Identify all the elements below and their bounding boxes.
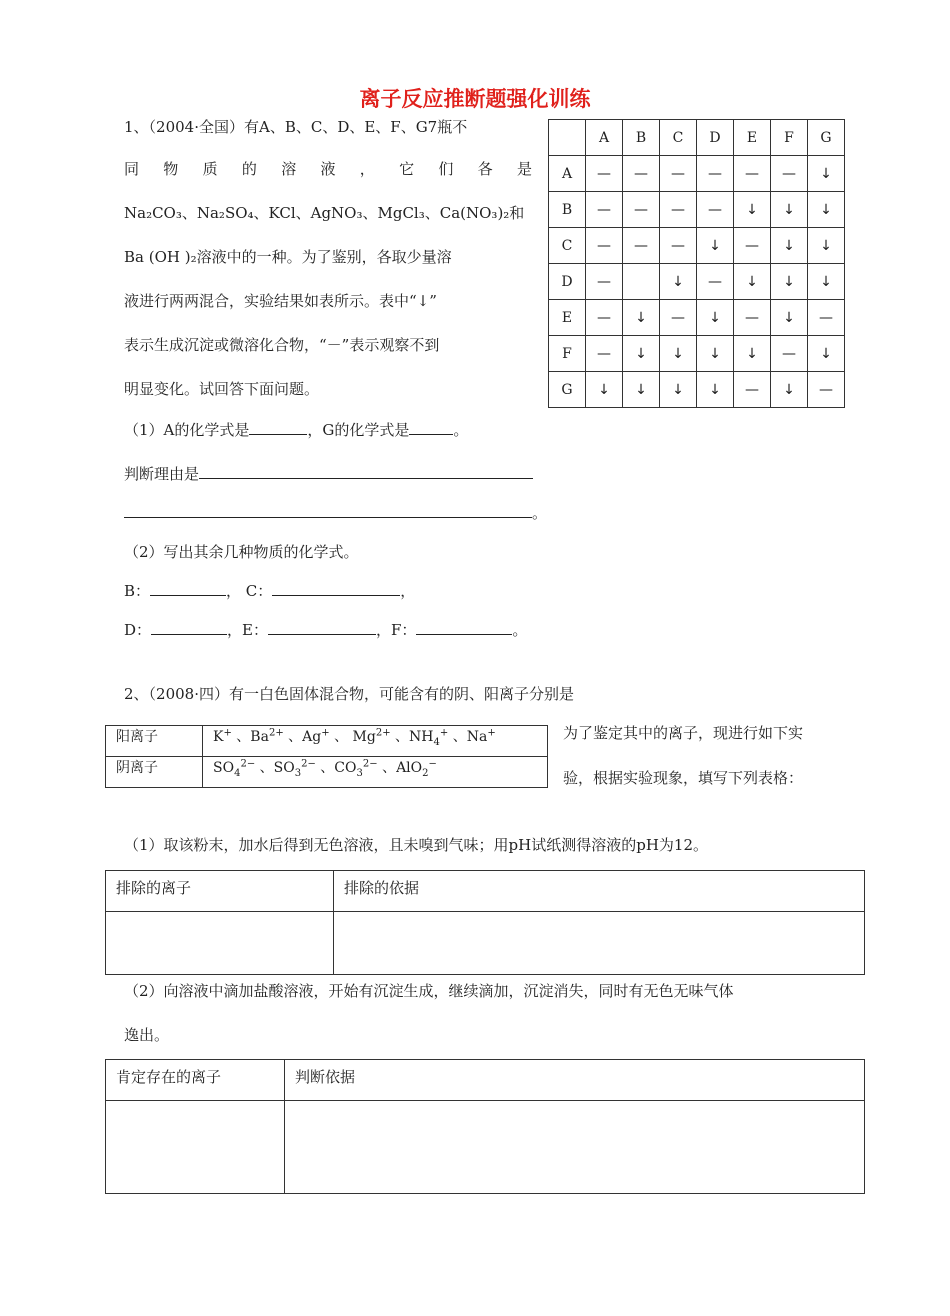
grid-col-header: E [734,120,771,156]
grid-row [549,264,845,300]
grid-cell: — [808,300,845,336]
answer-a-blank[interactable] [249,419,307,435]
grid-cell: ↓ [734,264,771,300]
grid-cell: — [697,264,734,300]
grid-cell: — [623,192,660,228]
grid-col-header: B [623,120,660,156]
q1-intro-line7: 明显变化。试回答下面问题。 [124,380,320,398]
grid-row [549,300,845,336]
grid-cell: ↓ [771,228,808,264]
c-label: ， C： [226,582,273,600]
q1-intro-line2-char: 溶 [281,160,297,178]
exclusion-header-row [106,871,865,912]
q1-intro-line5: 液进行两两混合，实验结果如表所示。表中“↓” [124,292,437,310]
q1-reason-cont [124,502,547,523]
ion-table [105,725,548,788]
confirmation-basis-header: 判断依据 [285,1060,865,1101]
grid-cell: ↓ [623,300,660,336]
anion-values: $SO_4^{2-}$ 、$SO_3^{2-}$ 、$CO_3^{2-}$ 、AlO$_2$− [203,757,548,788]
grid-cell: — [623,156,660,192]
grid-cell: ↓ [808,156,845,192]
excluded-ions-header: 排除的离子 [106,871,334,912]
confirmed-ions-header: 肯定存在的离子 [106,1060,285,1101]
q1-intro-line2-char: 质 [202,160,218,178]
grid-cell: — [586,336,623,372]
d-label: D： [124,621,152,639]
grid-cell: — [623,228,660,264]
e-label: ，E： [227,621,268,639]
grid-cell: ↓ [697,300,734,336]
confirmation-answer-row [106,1101,865,1194]
q1-intro-line6: 表示生成沉淀或微溶化合物，“－”表示观察不到 [124,336,440,354]
grid-cell: ↓ [660,372,697,408]
grid-col-header: C [660,120,697,156]
grid-row-header: A [549,156,586,192]
answer-g-blank[interactable] [409,419,453,435]
q2-step1: （1）取该粉末，加水后得到无色溶液，且未嗅到气味；用pH试纸测得溶液的pH为12。 [124,836,709,854]
excluded-ions-cell[interactable] [106,912,334,975]
q1-intro-line2 [124,158,532,179]
confirmation-basis-cell[interactable] [285,1101,865,1194]
reason-blank-2[interactable] [124,502,532,518]
grid-cell: ↓ [697,336,734,372]
grid-cell: ↓ [808,192,845,228]
q1-part1-c: 。 [453,421,469,439]
q1-intro-line1: 1、（2004·全国）有A、B、C、D、E、F、G7瓶不 [124,118,468,136]
anion-row [106,757,548,788]
grid-cell: ↓ [808,336,845,372]
q1-intro-line2-char: 物 [163,160,179,178]
answer-e-blank[interactable] [268,619,376,635]
grid-col-header [549,120,586,156]
answer-d-blank[interactable] [151,619,227,635]
grid-cell: — [586,192,623,228]
grid-cell: ↓ [660,336,697,372]
grid-cell: — [697,156,734,192]
grid-cell: — [808,372,845,408]
grid-row-header: B [549,192,586,228]
grid-cell: ↓ [808,264,845,300]
q1-intro-line3: Na₂CO₃、Na₂SO₄、KCl、AgNO₃、MgCl₃、Ca(NO₃)₂和 [124,204,525,222]
cation-label: 阳离子 [106,726,203,757]
grid-cell: ↓ [623,336,660,372]
grid-cell: — [771,336,808,372]
grid-cell: ↓ [697,228,734,264]
grid-cell: ↓ [771,300,808,336]
grid-cell: — [586,264,623,300]
grid-cell: ↓ [734,192,771,228]
exclusion-table [105,870,865,975]
q1-def-line [124,619,527,640]
q1-intro-line2-char: 的 [241,160,257,178]
grid-cell: — [734,156,771,192]
grid-row-header: E [549,300,586,336]
grid-cell: — [734,372,771,408]
grid-col-header: D [697,120,734,156]
grid-cell: — [660,228,697,264]
exclusion-basis-header: 排除的依据 [334,871,865,912]
grid-row [549,336,845,372]
grid-cell: — [586,156,623,192]
answer-c-blank[interactable] [272,580,400,596]
grid-cell: — [586,228,623,264]
grid-cell: ↓ [586,372,623,408]
grid-cell: ↓ [771,192,808,228]
q1-intro-line2-char: 它 [399,160,415,178]
grid-row-header: D [549,264,586,300]
exclusion-answer-row [106,912,865,975]
q1-part2: （2）写出其余几种物质的化学式。 [124,543,359,561]
grid-header-row [549,120,845,156]
answer-b-blank[interactable] [150,580,226,596]
reason-label: 判断理由是 [124,465,200,483]
grid-cell: ↓ [771,372,808,408]
grid-row [549,156,845,192]
grid-col-header: G [808,120,845,156]
c-end: ， [400,582,416,600]
grid-cell: ↓ [771,264,808,300]
grid-cell [623,264,660,300]
q1-intro-line2-char: 各 [477,160,493,178]
grid-cell: ↓ [623,372,660,408]
q1-part1 [124,419,468,440]
grid-col-header: A [586,120,623,156]
grid-cell: — [660,156,697,192]
grid-cell: — [586,300,623,336]
q1-part1-b: ，G的化学式是 [307,421,410,439]
grid-cell: ↓ [660,264,697,300]
q1-intro-line2-char: 液 [320,160,336,178]
reason-blank-1[interactable] [199,463,533,479]
q1-reason [124,463,533,484]
grid-col-header: F [771,120,808,156]
answer-f-blank[interactable] [416,619,512,635]
grid-cell: — [734,228,771,264]
grid-cell: ↓ [808,228,845,264]
confirmed-ions-cell[interactable] [106,1101,285,1194]
grid-row-header: F [549,336,586,372]
q1-intro-line2-char: 是 [516,160,532,178]
f-end: 。 [512,621,528,639]
q1-intro-line4: Ba (OH )₂溶液中的一种。为了鉴别，各取少量溶 [124,248,452,266]
grid-row [549,228,845,264]
anion-label: 阴离子 [106,757,203,788]
confirmation-table [105,1059,865,1194]
cation-row [106,726,548,757]
exclusion-basis-cell[interactable] [334,912,865,975]
q1-bc-line [124,580,415,601]
grid-cell: — [660,300,697,336]
reason-end: 。 [532,504,548,522]
q2-step2-line2: 逸出。 [124,1026,170,1044]
reaction-grid [548,119,845,408]
cation-values: K+ 、$Ba^{2+}$ 、Ag+ 、 $Mg^{2+}$ 、$NH_4^+$ 、Na+ [203,726,548,757]
grid-row-header: C [549,228,586,264]
f-label: ，F： [375,621,417,639]
b-label: B： [124,582,151,600]
page-title: 离子反应推断题强化训练 [359,87,591,111]
q1-part1-a: （1）A的化学式是 [124,421,250,439]
grid-cell: — [697,192,734,228]
q2-side-line1: 为了鉴定其中的离子，现进行如下实 [563,724,804,742]
q1-intro-line2-char: 们 [438,160,454,178]
q2-side-line2: 验，根据实验现象，填写下列表格： [563,769,804,787]
grid-cell: ↓ [734,336,771,372]
q1-intro-line2-char: 同 [124,160,140,178]
grid-cell: — [660,192,697,228]
grid-cell: ↓ [697,372,734,408]
grid-row [549,192,845,228]
q2-intro: 2、（2008·四）有一白色固体混合物，可能含有的阴、阳离子分别是 [124,685,574,703]
grid-cell: — [771,156,808,192]
grid-row-header: G [549,372,586,408]
confirmation-header-row [106,1060,865,1101]
grid-row [549,372,845,408]
q1-intro-line2-char: ， [359,160,375,178]
grid-cell: — [734,300,771,336]
q2-step2-line1: （2）向溶液中滴加盐酸溶液，开始有沉淀生成，继续滴加，沉淀消失，同时有无色无味气体 [124,982,734,1000]
